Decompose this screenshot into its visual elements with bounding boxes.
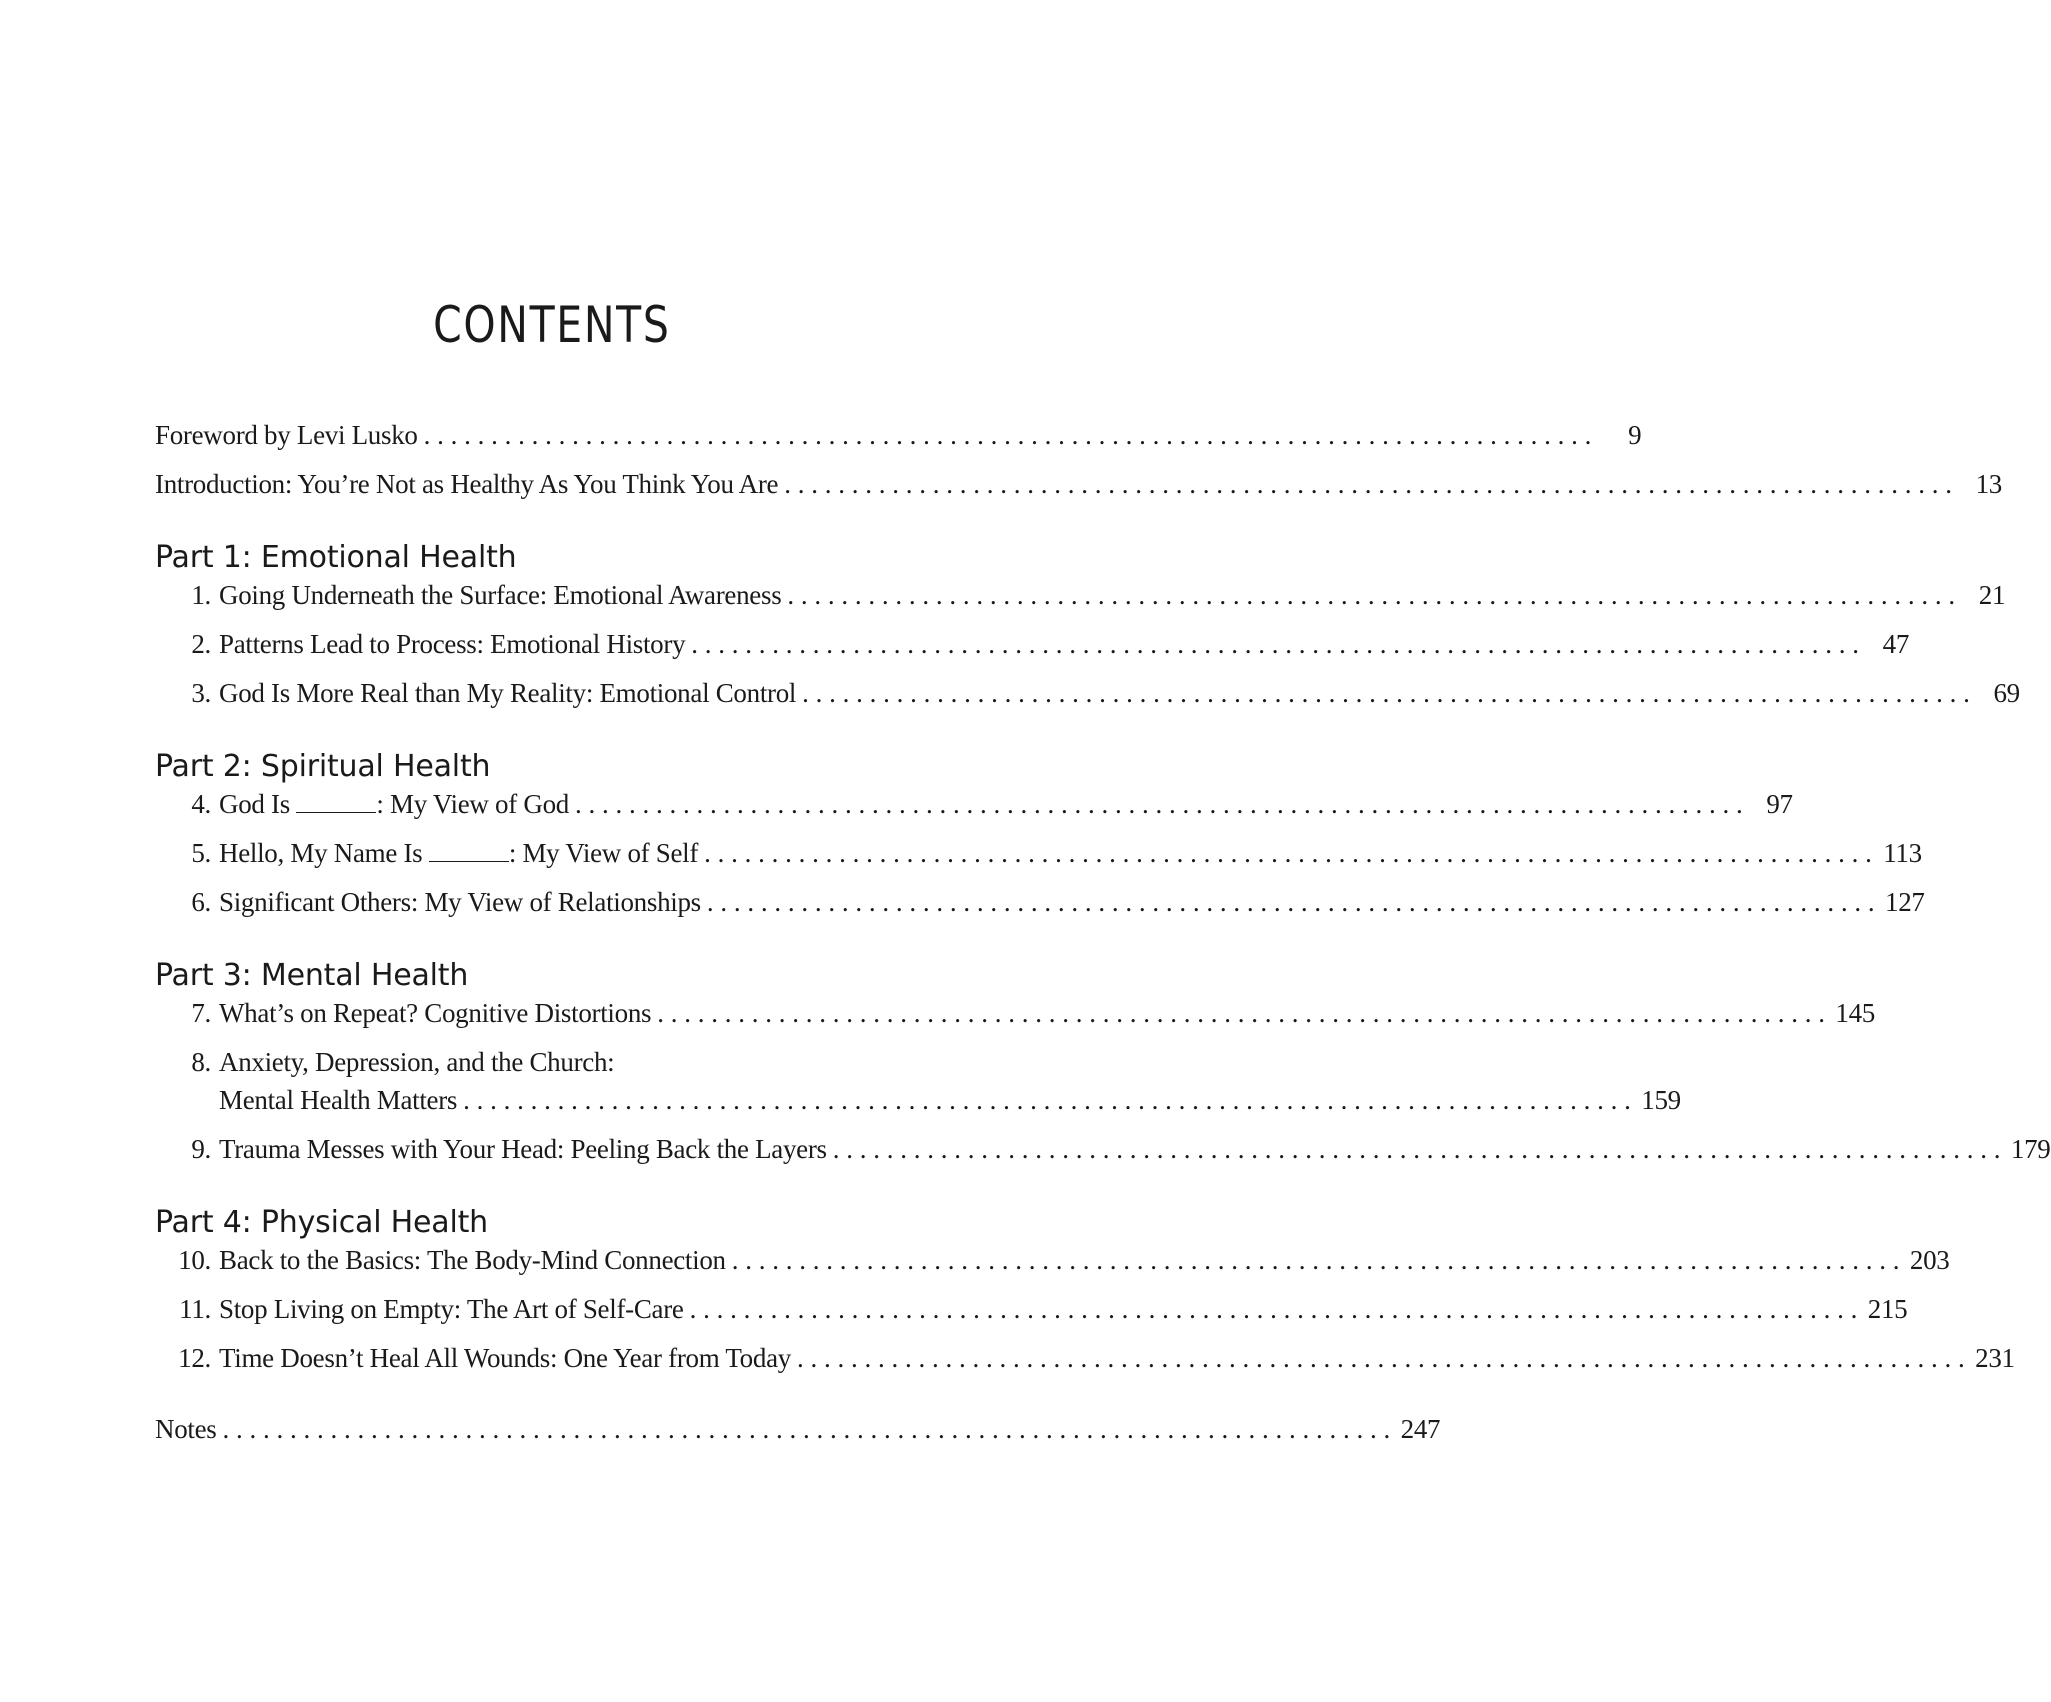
toc-entry-text: Foreword by Levi Lusko <box>155 420 418 450</box>
dot-leader <box>732 1245 1900 1276</box>
toc-entry-text: Introduction: You’re Not as Healthy As You Think You Are <box>155 469 779 499</box>
toc-page-number: 231 <box>1975 1343 2015 1373</box>
chapter-number: 10. <box>178 1245 211 1275</box>
toc-entry-text-part-b: : My View of Self <box>508 838 699 868</box>
toc-entry-text: Going Underneath the Surface: Emotional Awareness <box>219 580 782 610</box>
fill-in-blank <box>429 841 509 862</box>
dot-leader <box>575 789 1743 820</box>
toc-entry-chapter-5[interactable] <box>155 838 1922 887</box>
toc-page-number: 159 <box>1641 1085 1681 1115</box>
dot-leader <box>691 629 1859 660</box>
toc-entry-notes[interactable] <box>155 1414 1441 1463</box>
toc-entry-chapter-8-line-1[interactable] <box>155 1047 955 1085</box>
toc-entry-chapter-2[interactable] <box>155 629 1910 678</box>
chapter-number: 7. <box>191 998 211 1028</box>
chapter-number: 4. <box>191 789 211 819</box>
toc-page-number: 113 <box>1883 838 1922 868</box>
toc-entry-chapter-7[interactable] <box>155 998 1875 1047</box>
toc-entry-text-continued: Mental Health Matters <box>219 1085 458 1115</box>
toc-entry-introduction[interactable] <box>155 469 2002 518</box>
toc-entry-chapter-10[interactable] <box>155 1245 1950 1294</box>
toc-entry-chapter-1[interactable] <box>155 580 2006 629</box>
dot-leader <box>223 1414 1391 1445</box>
chapter-number: 5. <box>191 838 211 868</box>
chapter-number: 3. <box>191 678 211 708</box>
toc-entry-text <box>219 789 569 820</box>
part-heading-2: Part 2: Spiritual Health <box>155 749 491 784</box>
dot-leader <box>657 998 1825 1029</box>
dot-leader <box>707 887 1875 918</box>
toc-entry-text <box>219 838 698 869</box>
dot-leader <box>424 420 1592 451</box>
toc-page-number: 69 <box>1993 678 2020 708</box>
toc-page-number: 97 <box>1766 789 1793 819</box>
toc-entry-text-part-b: : My View of God <box>376 789 569 819</box>
dot-leader <box>802 678 1970 709</box>
toc-entry-text: Anxiety, Depression, and the Church: <box>219 1047 615 1077</box>
toc-entry-text: Notes <box>155 1414 217 1444</box>
toc-entry-chapter-4[interactable] <box>155 789 1793 838</box>
toc-page-number: 9 <box>1628 420 1642 450</box>
fill-in-blank <box>296 792 376 813</box>
toc-entry-text: Time Doesn’t Heal All Wounds: One Year from Today <box>219 1343 791 1373</box>
toc-page-number: 127 <box>1885 887 1925 917</box>
toc-entry-chapter-11[interactable] <box>155 1294 1908 1343</box>
toc-page-number: 13 <box>1975 469 2002 499</box>
dot-leader <box>833 1134 2001 1165</box>
dot-leader <box>704 838 1872 869</box>
part-heading-1: Part 1: Emotional Health <box>155 540 517 575</box>
toc-entry-text: Significant Others: My View of Relationships <box>219 887 701 917</box>
toc-page-number: 247 <box>1400 1414 1441 1444</box>
toc-entry-foreword[interactable] <box>155 420 1642 469</box>
dot-leader <box>797 1343 1965 1374</box>
toc-entry-text-part-a: God Is <box>219 789 297 819</box>
toc-page-number: 203 <box>1909 1245 1950 1275</box>
part-heading-4: Part 4: Physical Health <box>155 1205 488 1240</box>
chapter-number: 12. <box>178 1343 211 1373</box>
toc-entry-text: God Is More Real than My Reality: Emotional Control <box>219 678 797 708</box>
toc-entry-text: Stop Living on Empty: The Art of Self-Care <box>219 1294 684 1324</box>
chapter-number: 9. <box>191 1134 211 1164</box>
toc-entry-text: Back to the Basics: The Body-Mind Connection <box>219 1245 726 1275</box>
toc-page-number: 145 <box>1835 998 1875 1028</box>
toc-entry-chapter-3[interactable] <box>155 678 2020 727</box>
toc-entry-text: Patterns Lead to Process: Emotional History <box>219 629 686 659</box>
toc-page-number: 215 <box>1867 1294 1908 1324</box>
chapter-number: 2. <box>191 629 211 659</box>
toc-page-number: 47 <box>1882 629 1910 659</box>
chapter-number: 8. <box>191 1047 211 1077</box>
chapter-number: 11. <box>179 1294 211 1324</box>
table-of-contents <box>155 420 2051 1463</box>
chapter-number: 6. <box>191 887 211 917</box>
toc-entry-chapter-8-line-2[interactable] <box>155 1085 1681 1134</box>
toc-page-number: 21 <box>1978 580 2006 610</box>
toc-entry-chapter-6[interactable] <box>155 887 1925 936</box>
dot-leader <box>690 1294 1858 1325</box>
dot-leader <box>787 580 1955 611</box>
toc-entry-chapter-9[interactable] <box>155 1134 2051 1183</box>
toc-entry-text: Trauma Messes with Your Head: Peeling Back the Layers <box>219 1134 827 1164</box>
part-heading-3: Part 3: Mental Health <box>155 958 469 993</box>
dot-leader <box>463 1085 1631 1116</box>
toc-entry-text-part-a: Hello, My Name Is <box>219 838 429 868</box>
dot-leader <box>784 469 1952 500</box>
page-title: CONTENTS <box>433 296 671 354</box>
toc-page-number: 179 <box>2010 1134 2051 1164</box>
section-gap <box>155 1392 955 1414</box>
toc-entry-chapter-12[interactable] <box>155 1343 2015 1392</box>
chapter-number: 1. <box>191 580 211 610</box>
toc-entry-text: What’s on Repeat? Cognitive Distortions <box>219 998 652 1028</box>
